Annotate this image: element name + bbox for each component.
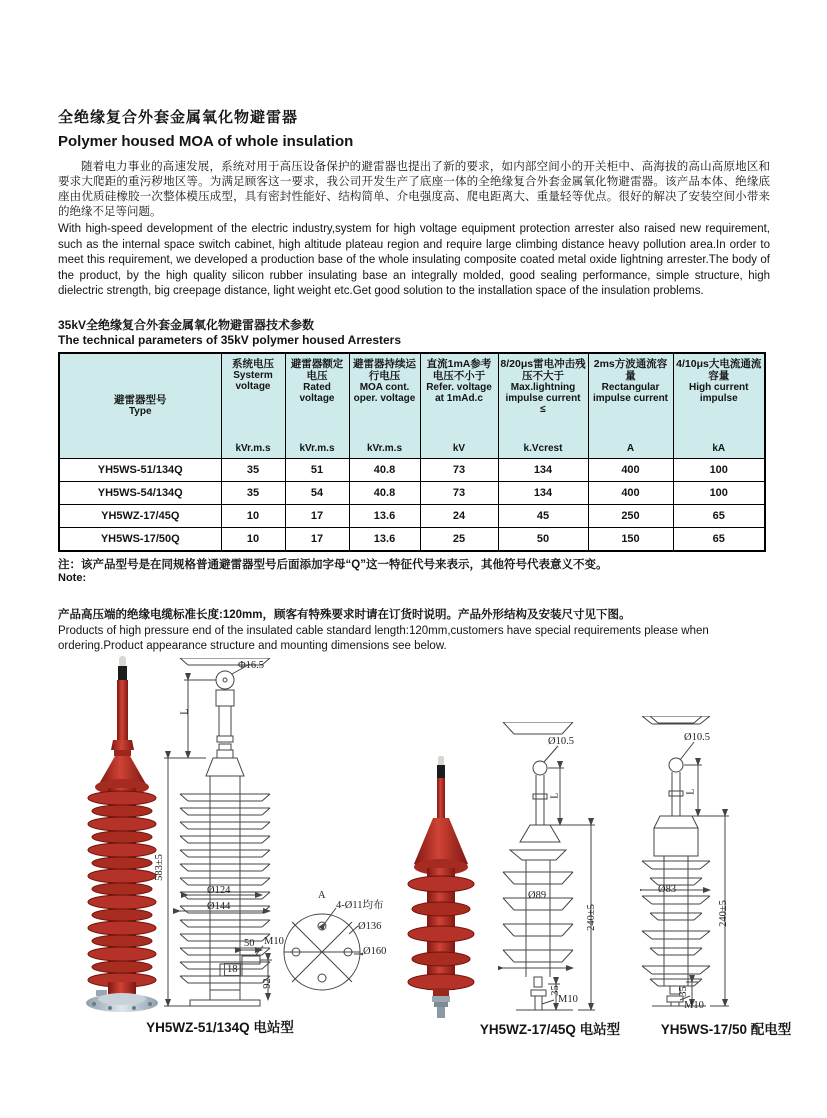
flange-outer-diameter: Ø160 (363, 946, 387, 957)
cell-value: 50 (498, 527, 588, 551)
cell-value: 10 (221, 527, 285, 551)
col-header-rectangular-impulse (588, 353, 673, 459)
col-unit: kVr.m.s (299, 442, 335, 454)
cell-value: 400 (588, 481, 673, 504)
cell-value: 134 (498, 458, 588, 481)
figures-area (0, 650, 827, 1054)
flange-holes-label: 4-Ø11均布 (336, 900, 384, 911)
cable-note-zh: 产品高压端的绝缘电缆标准长度:120mm，顾客有特殊要求时请在订货时说明。产品外形结构及安装尺寸见下图。 (58, 608, 631, 621)
dim-top-diameter-right: Ø10.5 (684, 732, 710, 743)
col-limit: ≤ (540, 403, 546, 415)
dim-thread-right: M10 (684, 1000, 704, 1011)
parameters-table (58, 352, 766, 552)
dim-outer-diameter-large: Ø144 (207, 901, 231, 912)
table-heading-en: The technical parameters of 35kV polymer housed Arresters (58, 332, 402, 347)
cell-value: 40.8 (349, 458, 420, 481)
col-label-en: Type (128, 406, 152, 417)
col-label-en: High current impulse (689, 381, 749, 404)
cell-value: 13.6 (349, 504, 420, 527)
dim-base-height-large: 92 (261, 978, 273, 989)
caption-mid: YH5WZ-17/45Q 电站型 (479, 1022, 621, 1037)
cell-type: YH5WS-51/134Q (59, 458, 221, 481)
dim-side-offset-large: 50 (244, 938, 255, 949)
col-label-zh: 2ms方波通流容量 (593, 357, 668, 382)
dim-thread-mid: M10 (558, 994, 578, 1005)
dim-side-diameter-large: 18 (224, 963, 241, 976)
caption-right: YH5WS-17/50 配电型 (660, 1022, 792, 1037)
col-label-en: MOA cont. oper. voltage (353, 381, 416, 404)
caption-large: YH5WZ-51/134Q 电站型 (146, 1020, 294, 1035)
dim-height-right: 240±5 (717, 900, 729, 927)
cell-value: 17 (285, 527, 349, 551)
text-content (58, 106, 770, 655)
dim-top-diameter-mid: Ø10.5 (548, 736, 574, 747)
intro-paragraph-zh: 随着电力事业的高速发展，系统对用于高压设备保护的避雷器也提出了新的要求，如内部空间小的开关柜中、高海拔的高山高原地区和要求大爬距的重污秽地区等。为满足顾客这一要求，我公司开发生产了底座一体的全绝缘复合外套金属氧化物避雷器。该产品本体、绝缘底座由优质硅橡胶一次整体模压成型，具有密封性能好、结构简单、介电强度高、爬电距离大、重量轻等优点。很好的解决了安装空间小带来的绝缘不足等问题。 (58, 161, 770, 218)
cell-type: YH5WZ-17/45Q (59, 504, 221, 527)
col-unit: kA (712, 442, 726, 454)
table-row (59, 458, 765, 481)
col-header-rated-voltage (285, 353, 349, 459)
cell-value: 65 (673, 527, 765, 551)
col-label-en: Systerm voltage (233, 369, 273, 392)
col-label-zh: 避雷器持续运行电压 (353, 357, 416, 382)
table-row (59, 527, 765, 551)
col-label-en: Max.lightning impulse current (505, 381, 581, 404)
col-header-high-current-impulse (673, 353, 765, 459)
table-row (59, 481, 765, 504)
col-header-moa-voltage (349, 353, 420, 459)
col-label-zh: 4/10μs大电流通流容量 (676, 357, 762, 382)
dim-length-large: L (179, 708, 191, 715)
cable-note-en: Products of high pressure end of the insulated cable standard length:120mm,customers have special requirements please when ordering.Product appearance structure and mounting dimensions see below. (58, 624, 709, 652)
col-unit: kVr.m.s (235, 442, 271, 454)
cell-value: 51 (285, 458, 349, 481)
dim-inner-diameter-large: Ø124 (207, 885, 231, 896)
cell-value: 73 (420, 481, 498, 504)
cell-value: 134 (498, 481, 588, 504)
intro-paragraph-en: With high-speed development of the electric industry,system for high voltage equipment protection arrester also raised new requirement, such as the internal space switch cabinet, high altitude plateau region and require large climbing distance heavy pollution area.In order to meet this requirement, we developed a production base of the whole insulating composite coated metal oxide lightning arrester.The body of the product, by the high quality silicon rubber insulating base an integrally molded, good sealing performance, simple structure, high dielectric strength, big creepage distance, light weight etc.Get good solution to the installation space of the insulation problems. (58, 223, 770, 297)
cell-value: 150 (588, 527, 673, 551)
col-header-system-voltage (221, 353, 285, 459)
flange-section-marker: A (318, 890, 326, 901)
cell-value: 400 (588, 458, 673, 481)
cell-value: 45 (498, 504, 588, 527)
cell-value: 35 (221, 481, 285, 504)
col-label-zh: 直流1mA参考电压不小于 (426, 357, 492, 382)
outline-drawing-mid (498, 722, 608, 1022)
cell-value: 13.6 (349, 527, 420, 551)
header-row (59, 353, 765, 459)
dim-height-mid: 240±5 (585, 904, 597, 931)
dim-length-mid: L (549, 792, 561, 799)
note-zh: 注：该产品型号是在同规格普通避雷器型号后面添加字母“Q”这一特征代号来表示，其他符号代表意义不变。 (58, 558, 608, 571)
table-row (59, 504, 765, 527)
col-label-zh: 避雷器型号 (114, 394, 167, 406)
cell-value: 65 (673, 504, 765, 527)
dim-stud-length-mid: 35 (549, 985, 561, 996)
cell-value: 10 (221, 504, 285, 527)
cell-value: 100 (673, 481, 765, 504)
arrester-photo-small (396, 756, 496, 1018)
cell-type: YH5WS-17/50Q (59, 527, 221, 551)
col-header-ref-voltage (420, 353, 498, 459)
col-unit: A (626, 442, 635, 454)
cell-value: 100 (673, 458, 765, 481)
dim-length-right: L (685, 788, 697, 795)
col-label-en: Rated voltage (299, 381, 335, 404)
col-header-lightning-impulse (498, 353, 588, 459)
col-unit: kV (452, 442, 466, 454)
dim-diameter-mid: Ø89 (528, 890, 547, 901)
flange-pitch-diameter: Ø136 (358, 921, 382, 932)
dim-diameter-right: Ø83 (658, 884, 677, 895)
main-title-en: Polymer housed MOA of whole insulation (58, 133, 354, 150)
note-en: Note: (58, 571, 87, 584)
col-label-en: Rectangular impulse current (592, 381, 669, 404)
dim-thread-large: M10 (264, 936, 284, 947)
main-title-zh: 全绝缘复合外套金属氧化物避雷器 (58, 109, 299, 126)
col-header-type (59, 353, 221, 459)
table-heading-zh: 35kV全绝缘复合外套金属氧化物避雷器技术参数 (58, 317, 315, 332)
col-label-zh: 避雷器额定电压 (290, 357, 344, 382)
dim-stud-length-right: 35 (677, 986, 689, 997)
cell-value: 73 (420, 458, 498, 481)
col-label-en: Refer. voltage at 1mAd.c (426, 381, 492, 404)
col-label-zh: 系统电压 (232, 357, 274, 370)
col-unit: kVr.m.s (366, 442, 403, 454)
cell-type: YH5WS-54/134Q (59, 481, 221, 504)
col-unit: k.Vcrest (523, 442, 563, 454)
outline-drawing-right (640, 716, 775, 1024)
cell-value: 250 (588, 504, 673, 527)
cell-value: 35 (221, 458, 285, 481)
cell-value: 17 (285, 504, 349, 527)
cell-value: 25 (420, 527, 498, 551)
cell-value: 54 (285, 481, 349, 504)
dim-top-diameter-large: Φ16.5 (238, 660, 265, 671)
col-label-zh: 8/20μs雷电冲击残压不大于 (500, 357, 586, 382)
cell-value: 40.8 (349, 481, 420, 504)
cell-value: 24 (420, 504, 498, 527)
dim-height-large: 583±5 (153, 854, 165, 881)
